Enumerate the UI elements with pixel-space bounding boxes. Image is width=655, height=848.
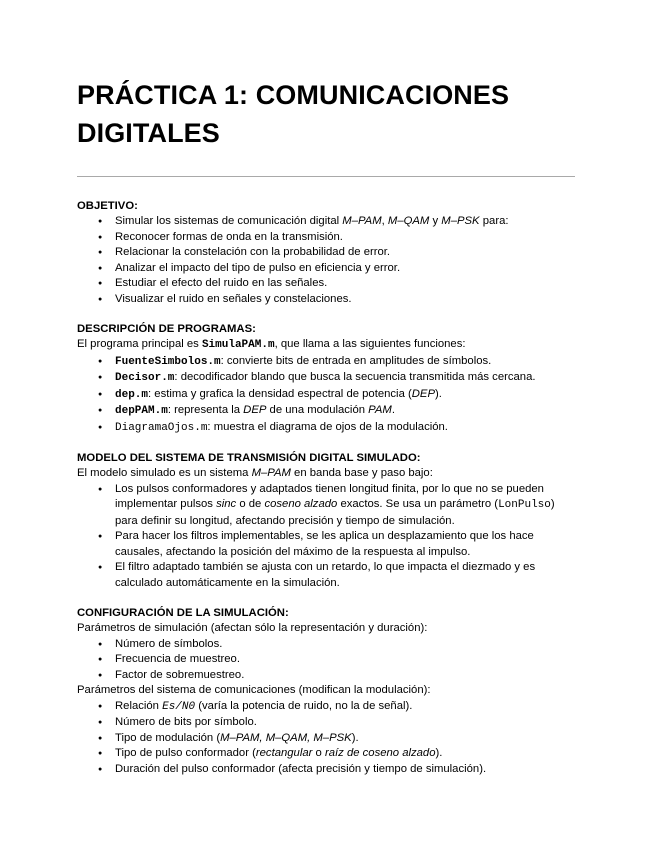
text: DEP [243,404,267,416]
list-item: ● Factor de sobremuestreo. [115,668,577,684]
title-line-2: DIGITALES [77,118,220,148]
list-item [115,354,577,371]
text: Simular los sistemas de comunicación digital [115,215,343,227]
list-item: ● Frecuencia de muestreo. [115,652,577,668]
text: rectangular [255,747,313,759]
list-item: ● Visualizar el ruido en señales y constelaciones. [115,292,577,308]
text: Tipo de modulación ( [115,731,221,744]
text: exactos. Se usa un parámetro ( [337,498,499,510]
text: El programa principal es [77,338,202,350]
code-text: FuenteSimbolos.m [115,355,221,368]
text: ). [351,731,359,744]
modelo-list [77,482,577,592]
text: . [391,404,395,416]
list-item [115,387,577,404]
text: M–PSK [441,215,480,227]
descripcion-intro [77,337,577,354]
section-modelo [77,451,577,591]
code-text: LonPulso [498,499,551,511]
text: : representa la [167,404,244,416]
objetivo-list [77,214,577,307]
list-item [115,699,577,716]
text: (varía la potencia de ruido, no la de señal). [195,699,413,712]
funciones-list [77,354,577,437]
list-item [115,214,577,230]
configuracion-heading: CONFIGURACIÓN DE LA SIMULACIÓN: [77,607,289,619]
text: Relación [115,699,163,712]
list-item: ● Estudiar el efecto del ruido en las señales. [115,276,577,292]
text: El modelo simulado es un sistema [77,467,252,479]
text: : decodificador blando que busca la secuencia transmitida más cercana. [174,371,536,383]
code-text: Decisor.m [115,372,175,384]
text: ). [435,387,442,400]
text: ). [435,747,443,759]
list-item [115,482,577,530]
text: o [312,747,325,759]
document-title [77,76,577,152]
list-item: ● Reconocer formas de onda en la transmisión. [115,230,577,246]
text: Tipo de pulso conformador ( [115,747,256,759]
text: o de [236,498,265,510]
text: en banda base y paso bajo: [290,467,433,479]
text: M–PAM [342,215,382,227]
text: : convierte bits de entrada en amplitudes de símbolos. [220,354,492,367]
section-descripcion [77,322,577,436]
document-page [77,76,577,777]
text: DEP [411,387,435,400]
text: de una modulación [266,404,369,416]
list-item: ● Número de símbolos. [115,637,577,653]
text: raíz de coseno alzado [324,747,436,759]
text: Los pulsos conformadores y adaptados tienen longitud finita, por lo que no se pueden implementar pulsos [115,482,544,510]
com-params-list [77,699,577,778]
list-item [115,420,577,437]
text: coseno alzado [264,498,338,510]
code-text: dep.m [115,388,149,401]
code-text: DiagramaOjos.m [115,421,208,434]
text: M–QAM [387,215,430,227]
section-configuracion [77,606,577,777]
descripcion-heading: DESCRIPCIÓN DE PROGRAMAS: [77,323,256,335]
config-params-com: Parámetros del sistema de comunicaciones (modifican la modulación): [77,684,431,696]
list-item [115,746,577,762]
list-item [115,370,577,387]
text: para: [479,215,509,227]
modelo-intro [77,466,577,482]
text: , que llama a las siguientes funciones: [274,338,466,350]
text: PAM [368,404,392,416]
list-item [115,403,577,420]
code-text: Es/N0 [162,700,196,713]
text: , [381,215,388,227]
sim-params-list [77,637,577,684]
code-text: depPAM.m [115,405,168,417]
section-objetivo [77,199,577,307]
list-item: ● Para hacer los filtros implementables, se les aplica un desplazamiento que los hace causales, afectando la posición del máximo de la respuesta al impulso. [115,529,577,560]
text: sinc [216,498,237,510]
modelo-heading: MODELO DEL SISTEMA DE TRANSMISIÓN DIGITAL SIMULADO: [77,452,421,464]
list-item [115,731,577,747]
title-divider [77,176,575,177]
text: M–PAM, M–QAM, M–PSK [220,731,352,744]
text: : estima y grafica la densidad espectral de potencia ( [148,387,412,400]
text: y [429,215,442,227]
text: : muestra el diagrama de ojos de la modulación. [207,420,448,433]
list-item: ● Analizar el impacto del tipo de pulso en eficiencia y error. [115,261,577,277]
text: ) para definir su longitud, afectando precisión y tiempo de simulación. [115,498,555,527]
objetivo-heading: OBJETIVO: [77,200,138,212]
list-item: ● Número de bits por símbolo. [115,715,577,731]
list-item: ● El filtro adaptado también se ajusta con un retardo, lo que impacta el diezmado y es calculado automáticamente en la simulación. [115,560,577,591]
list-item: ● Duración del pulso conformador (afecta precisión y tiempo de simulación). [115,762,577,778]
text: M–PAM [251,467,291,479]
title-line-1: PRÁCTICA 1: COMUNICACIONES [77,80,510,110]
config-params-sim: Parámetros de simulación (afectan sólo la representación y duración): [77,622,428,634]
code-text: SimulaPAM.m [201,339,275,351]
list-item: ● Relacionar la constelación con la probabilidad de error. [115,245,577,261]
